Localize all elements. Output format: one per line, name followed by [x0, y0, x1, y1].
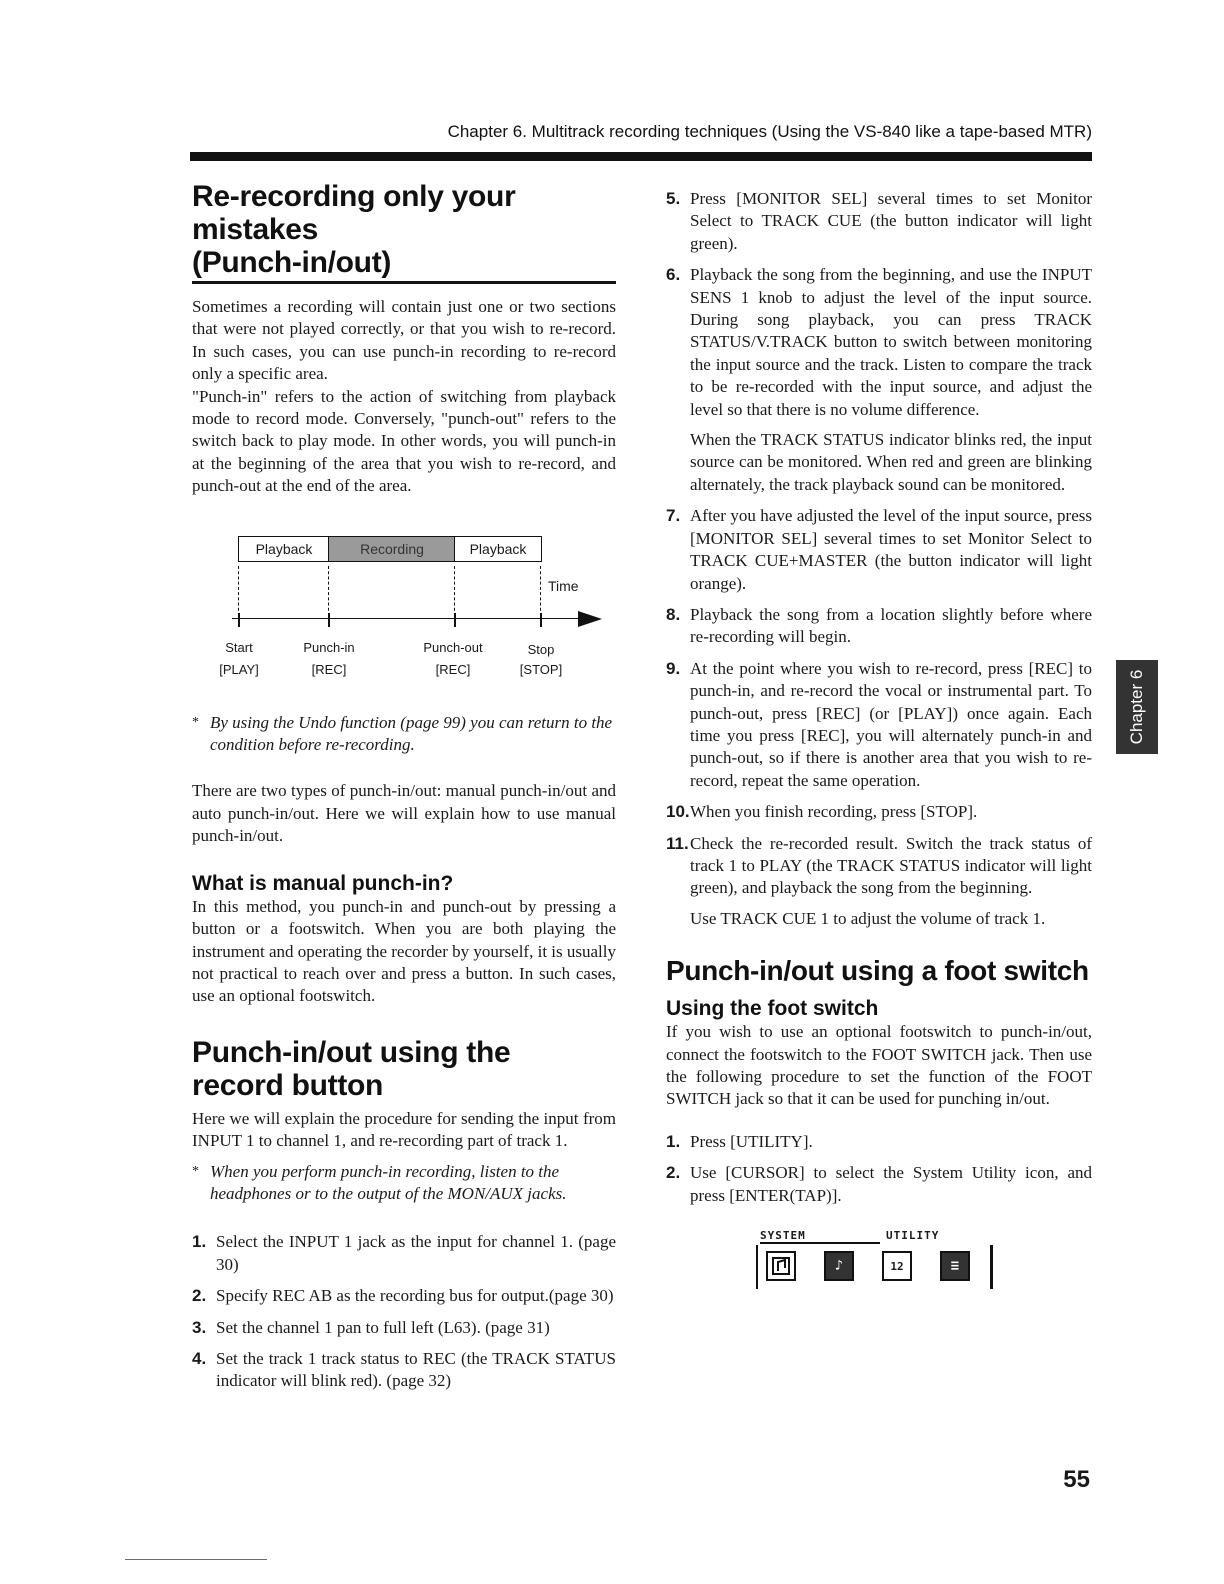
lcd-system-label: SYSTEM [760, 1229, 880, 1244]
header-rule [190, 152, 1092, 161]
system-utility-icon[interactable] [766, 1251, 796, 1281]
footnote-rule [125, 1559, 267, 1560]
manual-punch-paragraph: In this method, you punch-in and punch-out by pressing a button or a footswitch. When you are both playing the instrument and operating the recorder by yourself, it is usually not practical to reach over and press a button. In such cases, use an optional footswitch. [192, 896, 616, 1006]
diagram-punchout-label: Punch-out [423, 639, 483, 655]
chapter-header: Chapter 6. Multitrack recording techniques (Using the VS-840 like a tape-based MTR) [447, 122, 1092, 141]
sync-utility-icon[interactable]: 12 [882, 1251, 912, 1281]
diagram-time-axis [232, 618, 584, 620]
asterisk-icon: * [192, 1163, 199, 1179]
section-title-rerecording: Re-recording only your mistakes (Punch-in/out) [192, 180, 516, 279]
lcd-icon-row [756, 1245, 993, 1289]
list-item: 6. Playback the song from the beginning, and use the INPUT SENS 1 knob to adjust the level of the input source. During song playback, you can press TRACK STATUS/V.TRACK button to switch between monitoring the input source and the track. Listen to compare the track to be re-recorded with the input source, and adjust the level so that there is no volume difference. When the TRACK STATUS indicator blinks red, the input source can be monitored. When red and green are blinking alternately, the track playback sound can be monitored. [666, 264, 1092, 496]
list-item: 2. Specify REC AB as the recording bus for output.(page 30) [192, 1286, 614, 1306]
list-item: 11. Check the re-recorded result. Switch the track status of track 1 to PLAY (the TRACK STATUS indicator will light green), and playback the song from the beginning. Use TRACK CUE 1 to adjust the volume of track 1. [666, 833, 1092, 931]
asterisk-icon: * [192, 714, 199, 730]
diagram-segment-playback: Playback [454, 536, 542, 562]
lcd-header [756, 1229, 996, 1245]
section-title-record-button: Punch-in/out using the record button [192, 1035, 511, 1102]
diagram-tick [328, 613, 330, 627]
manual-punch-heading: What is manual punch-in? [192, 871, 454, 895]
headphones-note: * When you perform punch-in recording, listen to the headphones or to the output of the MON/AUX jacks. [192, 1161, 567, 1203]
diagram-punchin-key: [REC] [311, 661, 347, 677]
diagram-punchout-key: [REC] [435, 661, 471, 677]
list-item: 1. Select the INPUT 1 jack as the input for channel 1. (page 30) [192, 1232, 616, 1274]
diagram-start-label: Start [225, 639, 253, 655]
section-rule [192, 281, 616, 284]
diagram-stop-label: Stop [527, 641, 555, 657]
diagram-punchin-label: Punch-in [303, 639, 355, 655]
punch-diagram [212, 536, 636, 686]
list-item: 4. Set the track 1 track status to REC (the TRACK STATUS indicator will blink red). (page 32) [192, 1348, 616, 1391]
intro-paragraph: Sometimes a recording will contain just one or two sections that were not played correctly, or that you wish to re-record. In such cases, you can use punch-in recording to re-record only a specific area. [192, 297, 616, 384]
record-button-steps-continued [666, 188, 1092, 930]
diagram-tick [238, 613, 240, 627]
undo-note: * By using the Undo function (page 99) you can return to the condition before re-recording. [192, 712, 613, 755]
lcd-system-utility-screen [756, 1229, 996, 1291]
diagram-stop-key: [STOP] [519, 661, 563, 677]
list-item: 7. After you have adjusted the level of the input source, press [MONITOR SEL] several times to set Monitor Select to TRACK CUE+MASTER (the button indicator will light orange). [666, 506, 1092, 593]
diagram-start-key: [PLAY] [219, 661, 259, 677]
left-column [192, 180, 616, 1393]
diagram-marker-punchout [454, 566, 455, 616]
diagram-tick [454, 613, 456, 627]
page-number: 55 [1063, 1466, 1090, 1493]
diagram-marker-punchin [328, 566, 329, 616]
diagram-tick [540, 613, 542, 627]
list-item: 3. Set the channel 1 pan to full left (L63). (page 31) [192, 1317, 550, 1337]
list-item: 9. At the point where you wish to re-record, press [REC] to punch-in, and re-record the vocal or instrumental part. To punch-out, press [REC] (or [PLAY]) once again. Each time you press [REC], you will alternately punch-in and punch-out, so if there is another area that you wish to re-record, repeat the same operation. [666, 658, 1092, 790]
chapter-side-tab: Chapter 6 [1116, 660, 1158, 754]
diagram-segment-recording: Recording [328, 536, 456, 562]
disk-utility-icon[interactable]: ≡ [940, 1251, 970, 1281]
diagram-segment-playback: Playback [238, 536, 330, 562]
foot-switch-steps [666, 1131, 1092, 1207]
record-button-intro: Here we will explain the procedure for sending the input from INPUT 1 to channel 1, and re-recording part of track 1. [192, 1108, 616, 1151]
list-item: 2. Use [CURSOR] to select the System Utility icon, and press [ENTER(TAP)]. [666, 1163, 1092, 1205]
diagram-arrow-icon [578, 611, 602, 627]
list-item: 5. Press [MONITOR SEL] several times to set Monitor Select to TRACK CUE (the button indicator will light green). [666, 189, 1092, 253]
list-item: 8. Playback the song from a location slightly before where re-recording will begin. [666, 604, 1092, 647]
step-note: Use TRACK CUE 1 to adjust the volume of track 1. [690, 908, 1046, 928]
diagram-marker-start [238, 566, 239, 616]
foot-switch-paragraph: If you wish to use an optional footswitch to punch-in/out, connect the footswitch to the FOOT SWITCH jack. Then use the following procedure to set the function of the FOOT SWITCH jack so that it can be used for punching in/out. [666, 1022, 1092, 1109]
record-button-steps [192, 1231, 616, 1392]
foot-switch-subheading: Using the foot switch [666, 997, 879, 1021]
diagram-time-label: Time [548, 577, 579, 594]
right-column [666, 188, 1092, 1291]
step-note: When the TRACK STATUS indicator blinks red, the input source can be monitored. When red and green are blinking alternately, the track playback sound can be monitored. [690, 430, 1092, 494]
midi-utility-icon[interactable]: ♪ [824, 1251, 854, 1281]
list-item: 10. When you finish recording, press [STOP]. [666, 802, 978, 822]
list-item: 1. Press [UTILITY]. [666, 1131, 813, 1151]
section-title-foot-switch: Punch-in/out using a foot switch [666, 955, 1089, 987]
punch-types-paragraph: There are two types of punch-in/out: manual punch-in/out and auto punch-in/out. Here we will explain how to use manual punch-in/out. [192, 781, 616, 846]
punch-definition-paragraph: "Punch-in" refers to the action of switching from playback mode to record mode. Conversely, "punch-out" refers to the switch back to play mode. In other words, you will punch-in at the beginning of the area that you wish to re-record, and punch-out at the end of the area. [192, 386, 616, 496]
lcd-utility-label: UTILITY [886, 1229, 940, 1243]
